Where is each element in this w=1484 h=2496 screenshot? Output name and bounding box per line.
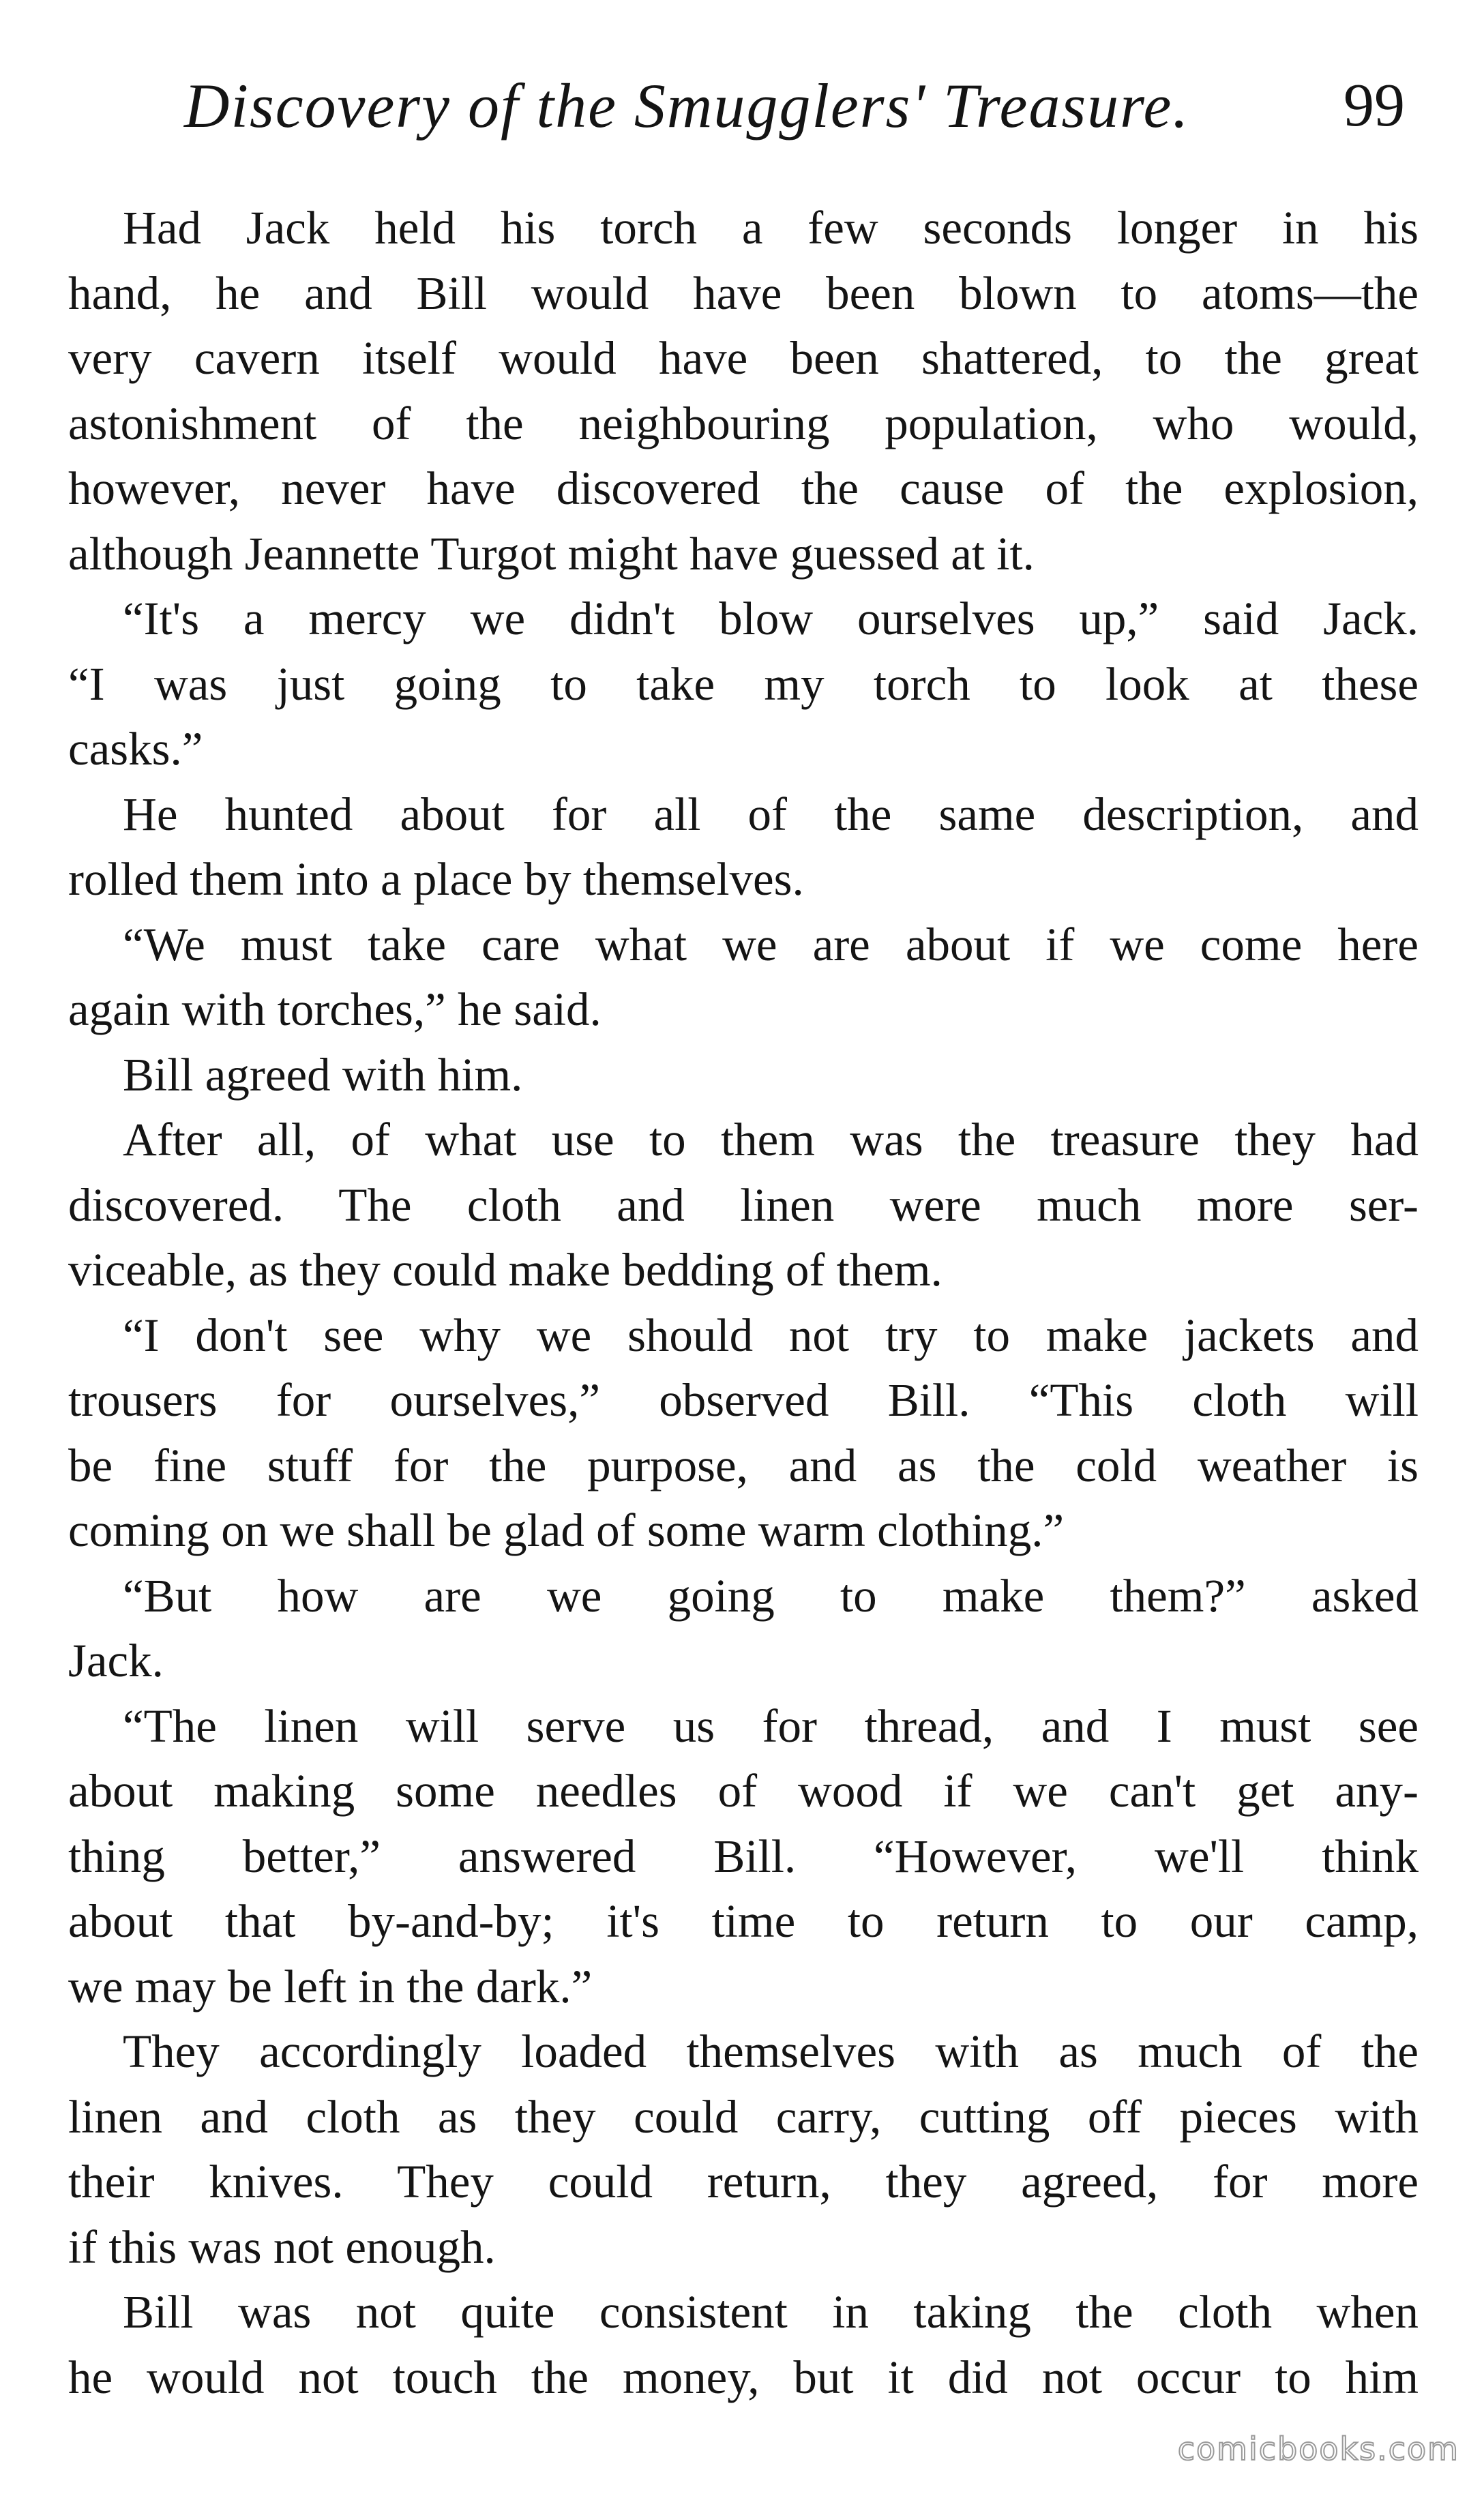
text-line-17: viceable, as they could make bedding of them. — [68, 1244, 943, 1296]
text-line-22: “But how are we going to make them?” asked — [123, 1569, 1419, 1622]
text-line-14: Bill agreed with him. — [123, 1048, 523, 1101]
text-line-29: They accordingly loaded themselves with as much of the — [123, 2025, 1419, 2077]
text-line-30: linen and cloth as they could carry, cutting off pieces with — [68, 2090, 1419, 2143]
text-line-12: “We must take care what we are about if we come here — [123, 918, 1419, 970]
text-line-34: he would not touch the money, but it did not occur to him — [68, 2351, 1419, 2403]
text-line-3: very cavern itself would have been shattered, to the great — [68, 332, 1419, 384]
text-line-24: “The linen will serve us for thread, and I must see — [123, 1699, 1419, 1752]
text-line-31: their knives. They could return, they agreed, for more — [68, 2156, 1419, 2208]
text-line-6: although Jeannette Turgot might have guessed at it. — [68, 527, 1035, 580]
running-head — [184, 65, 1405, 147]
running-title: Discovery of the Smugglers' Treasure. — [184, 71, 1190, 140]
text-line-26: thing better,” answered Bill. “However, we'll think — [68, 1830, 1419, 1882]
source-watermark: comicbooks.com — [1177, 2431, 1459, 2467]
text-line-2: hand, he and Bill would have been blown to atoms—the — [68, 267, 1419, 319]
text-line-19: trousers for ourselves,” observed Bill. “This cloth will — [68, 1374, 1419, 1426]
text-line-27: about that by-and-by; it's time to return to our camp, — [68, 1895, 1419, 1947]
text-line-10: He hunted about for all of the same description, and — [123, 788, 1419, 840]
text-line-13: again with torches,” he said. — [68, 983, 602, 1035]
body-text — [68, 196, 1419, 2410]
text-line-18: “I don't see why we should not try to make jackets and — [123, 1309, 1419, 1361]
text-line-5: however, never have discovered the cause of the explosion, — [68, 462, 1419, 514]
text-line-20: be fine stuff for the purpose, and as the cold weather is — [68, 1439, 1419, 1491]
text-line-4: astonishment of the neighbouring population, who would, — [68, 397, 1419, 449]
text-line-28: we may be left in the dark.” — [68, 1960, 593, 2012]
text-line-9: casks.” — [68, 723, 203, 775]
text-line-8: “I was just going to take my torch to look at these — [68, 657, 1419, 710]
text-line-1: Had Jack held his torch a few seconds longer in his — [123, 202, 1419, 254]
text-line-11: rolled them into a place by themselves. — [68, 853, 804, 905]
page-number: 99 — [1344, 72, 1405, 139]
text-line-7: “It's a mercy we didn't blow ourselves up,” said Jack. — [123, 593, 1419, 644]
text-line-25: about making some needles of wood if we can't get any- — [68, 1765, 1419, 1817]
text-line-21: coming on we shall be glad of some warm clothing.” — [68, 1504, 1065, 1556]
text-line-32: if this was not enough. — [68, 2220, 496, 2273]
text-line-15: After all, of what use to them was the treasure they had — [123, 1114, 1419, 1165]
text-line-16: discovered. The cloth and linen were much more ser- — [68, 1178, 1419, 1231]
text-line-23: Jack. — [68, 1635, 164, 1687]
text-line-33: Bill was not quite consistent in taking the cloth when — [123, 2286, 1419, 2338]
